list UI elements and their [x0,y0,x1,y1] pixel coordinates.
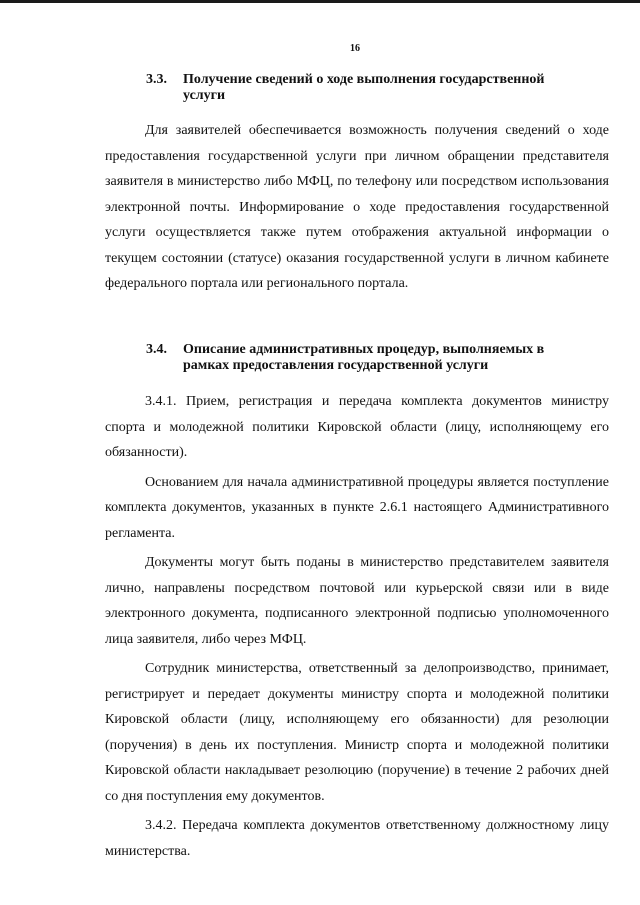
paragraph: Для заявителей обеспечивается возможность получения сведений о ходе предоставления государственной услуги при личном обращении представителя заявителя в министерство либо МФЦ, по телефону или посредством использования электронной почты. Информирование о ходе предоставления государственной услуги осуществляется также путем отображения актуальной информации о текущем состоянии (статусе) оказания государственной услуги в личном кабинете федерального портала или регионального портала. [105,123,609,291]
paragraph: 3.4.2. Передача комплекта документов ответственному должностному лицу министерства. [105,818,609,859]
section-heading-3-3-line2: услуги [183,88,226,103]
section-body-3-3 [105,118,609,297]
section-heading-3-4 [146,342,610,374]
paragraph: Сотрудник министерства, ответственный за делопроизводство, принимает, регистрирует и передает документы министру спорта и молодежной политики Кировской области (лицу, исполняющему его обязанности) для резолюции (поручения) в день их поступления. Министр спорта и молодежной политики Кировской области накладывает резолюцию (поручение) в течение 2 рабочих дней со дня поступления ему документов. [105,661,609,804]
paragraph: Основанием для начала административной процедуры является поступление комплекта документов, указанных в пункте 2.6.1 настоящего Административного регламента. [105,474,609,541]
section-body-3-4 [105,389,609,864]
section-heading-3-3-line1 [146,72,610,88]
paragraph: 3.4.1. Прием, регистрация и передача комплекта документов министру спорта и молодежной политики Кировской области (лицу, исполняющему его обязанности). [105,394,609,460]
section-heading-3-4-line1 [146,342,610,358]
paragraph: Документы могут быть поданы в министерство представителем заявителя лично, направлены посредством почтовой или курьерской связи или в виде электронного документа, подписанного электронной подписью уполномоченного лица заявителя, либо через МФЦ. [105,555,609,647]
section-title: Описание административных процедур, выполняемых в [183,342,545,357]
top-border-line [0,0,640,3]
section-number: 3.4. [146,342,167,357]
page-number: 16 [350,43,360,54]
section-heading-3-3 [146,72,610,104]
section-number: 3.3. [146,72,167,87]
section-heading-3-4-line2: рамках предоставления государственной услуги [183,358,489,373]
section-title: Получение сведений о ходе выполнения государственной [183,72,545,87]
